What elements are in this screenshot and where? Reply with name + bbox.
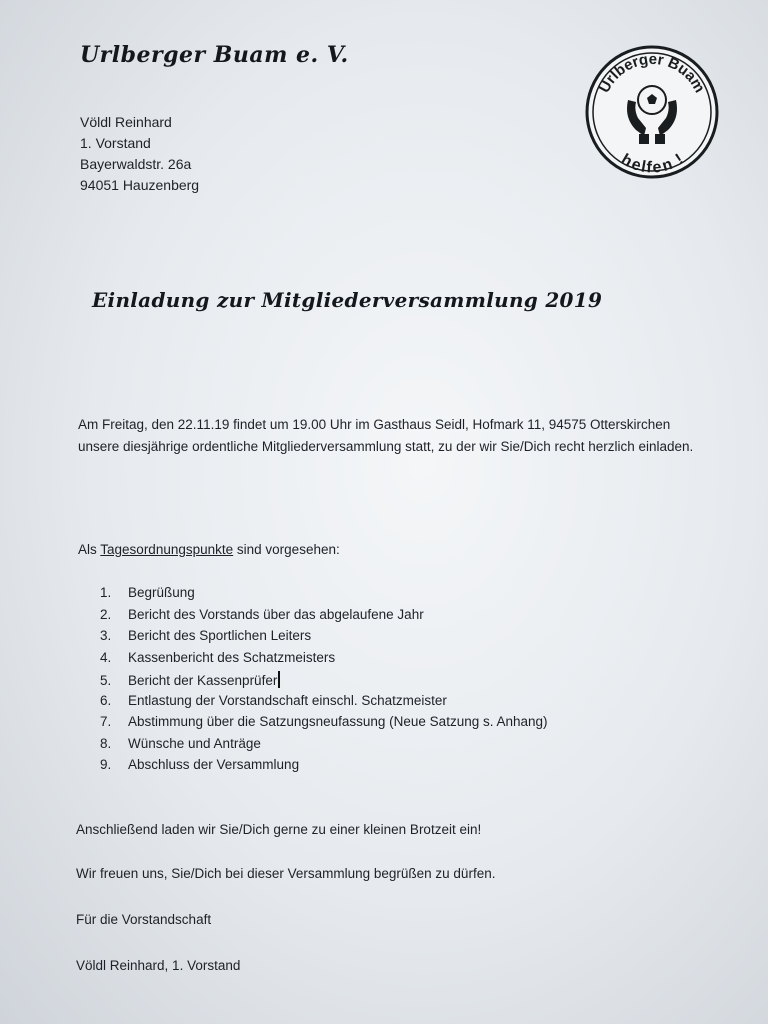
agenda-item-number: 4. bbox=[100, 649, 112, 665]
agenda-list bbox=[100, 585, 548, 779]
agenda-item bbox=[100, 736, 548, 758]
agenda-item-number: 5. bbox=[100, 673, 112, 688]
agenda-item-text: Bericht der Kassenprüfer bbox=[128, 673, 278, 688]
agenda-item bbox=[100, 650, 548, 672]
logo-top-text: Urlberger Buam bbox=[595, 50, 709, 96]
intro-paragraph: Am Freitag, den 22.11.19 findet um 19.00 Uhr im Gasthaus Seidl, Hofmark 11, 94575 Otterskirchen unsere diesjährige ordentliche Mitgliederversammlung statt, zu der wir Sie/Dich recht herzlich einladen. bbox=[78, 417, 694, 454]
agenda-item bbox=[100, 607, 548, 629]
agenda-item-number: 1. bbox=[100, 585, 112, 600]
agenda-term: Tagesordnungspunkte bbox=[100, 542, 234, 557]
agenda-item-number: 6. bbox=[100, 692, 112, 708]
agenda-intro-suffix: sind vorgesehen: bbox=[236, 542, 340, 557]
club-logo bbox=[584, 44, 720, 180]
organization-name: Urlberger Buam e. V. bbox=[80, 42, 349, 68]
sender-role: 1. Vorstand bbox=[80, 135, 151, 151]
sender-name: Völdl Reinhard bbox=[80, 114, 172, 130]
agenda-item bbox=[100, 585, 548, 607]
text-cursor bbox=[278, 671, 280, 688]
closing-signature: Völdl Reinhard, 1. Vorstand bbox=[76, 958, 241, 973]
agenda-item-text: Bericht des Sportlichen Leiters bbox=[128, 628, 312, 643]
letter-heading: Einladung zur Mitgliederversammlung 2019 bbox=[92, 288, 603, 312]
agenda-item bbox=[100, 714, 548, 736]
agenda-item-text: Bericht des Vorstands über das abgelaufene Jahr bbox=[128, 606, 424, 622]
closing-snack: Anschließend laden wir Sie/Dich gerne zu einer kleinen Brotzeit ein! bbox=[76, 822, 482, 837]
agenda-item bbox=[100, 671, 548, 693]
sender-street: Bayerwaldstr. 26a bbox=[80, 156, 192, 172]
agenda-item bbox=[100, 628, 548, 650]
sender-address bbox=[80, 112, 199, 196]
agenda-item-number: 2. bbox=[100, 606, 112, 622]
agenda-item-text: Begrüßung bbox=[128, 585, 195, 600]
sender-city: 94051 Hauzenberg bbox=[80, 177, 200, 193]
agenda-intro bbox=[78, 542, 340, 557]
agenda-item-number: 8. bbox=[100, 735, 112, 751]
logo-bottom-text: helfen ! bbox=[617, 150, 687, 177]
agenda-item bbox=[100, 757, 548, 779]
agenda-intro-prefix: Als bbox=[78, 542, 97, 557]
agenda-item-number: 3. bbox=[100, 628, 112, 643]
agenda-item-text: Abstimmung über die Satzungsneufassung (Neue Satzung s. Anhang) bbox=[128, 714, 548, 729]
agenda-item bbox=[100, 693, 548, 715]
closing-on-behalf: Für die Vorstandschaft bbox=[76, 912, 212, 927]
agenda-item-text: Kassenbericht des Schatzmeisters bbox=[128, 649, 336, 665]
closing-greeting: Wir freuen uns, Sie/Dich bei dieser Versammlung begrüßen zu dürfen. bbox=[76, 866, 496, 881]
agenda-item-number: 7. bbox=[100, 714, 112, 729]
agenda-item-text: Abschluss der Versammlung bbox=[128, 757, 300, 772]
agenda-item-text: Wünsche und Anträge bbox=[128, 735, 261, 751]
agenda-item-text: Entlastung der Vorstandschaft einschl. Schatzmeister bbox=[128, 692, 447, 708]
agenda-item-number: 9. bbox=[100, 757, 112, 772]
